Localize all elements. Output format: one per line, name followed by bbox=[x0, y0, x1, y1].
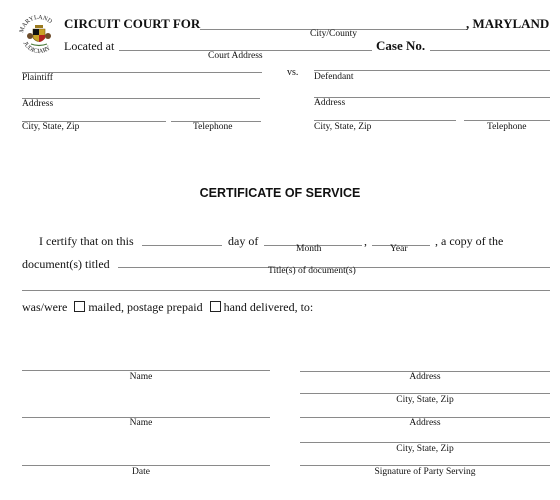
mailed-label: mailed, postage prepaid bbox=[88, 300, 203, 314]
recipient-1-city-field[interactable] bbox=[300, 393, 550, 394]
plaintiff-field[interactable] bbox=[22, 72, 262, 73]
certify-intro-text: I certify that on this bbox=[39, 234, 134, 248]
recipient-2-city-label: City, State, Zip bbox=[396, 444, 454, 454]
delivery-method-row bbox=[22, 300, 313, 315]
recipient-1-city-label: City, State, Zip bbox=[396, 395, 454, 405]
court-address-label: Court Address bbox=[208, 51, 263, 61]
copy-of-text: , a copy of the bbox=[435, 234, 504, 248]
maryland-label: , MARYLAND bbox=[466, 16, 550, 31]
recipient-1-name-field[interactable] bbox=[22, 370, 270, 371]
hand-delivered-checkbox[interactable] bbox=[210, 301, 221, 312]
year-label: Year bbox=[390, 244, 408, 254]
documents-title-field-2[interactable] bbox=[22, 290, 550, 291]
defendant-city-label: City, State, Zip bbox=[314, 122, 372, 132]
day-field[interactable] bbox=[142, 245, 222, 246]
plaintiff-label: Plaintiff bbox=[22, 73, 53, 83]
date-field[interactable] bbox=[22, 465, 270, 466]
svg-text:JUDICIARY: JUDICIARY bbox=[21, 40, 52, 56]
recipient-1-address-label: Address bbox=[409, 372, 441, 382]
maryland-judiciary-seal bbox=[18, 14, 60, 56]
case-no-field[interactable] bbox=[430, 50, 550, 51]
signature-field[interactable] bbox=[300, 465, 550, 466]
plaintiff-address-field[interactable] bbox=[22, 98, 260, 99]
defendant-address-field[interactable] bbox=[314, 97, 550, 98]
recipient-2-name-label: Name bbox=[129, 418, 153, 428]
case-no-label: Case No. bbox=[376, 38, 426, 53]
plaintiff-city-label: City, State, Zip bbox=[22, 122, 80, 132]
defendant-telephone-label: Telephone bbox=[487, 122, 527, 132]
plaintiff-telephone-label: Telephone bbox=[193, 122, 233, 132]
documents-titled-text: document(s) titled bbox=[22, 257, 110, 271]
circuit-court-for-label: CIRCUIT COURT FOR bbox=[64, 16, 201, 31]
day-of-text: day of bbox=[228, 234, 259, 248]
date-label: Date bbox=[132, 467, 150, 477]
plaintiff-address-label: Address bbox=[22, 99, 54, 109]
defendant-address-label: Address bbox=[314, 98, 346, 108]
comma-text: , bbox=[364, 234, 367, 248]
svg-text:MARYLAND: MARYLAND bbox=[18, 14, 54, 34]
recipient-1-name-label: Name bbox=[129, 372, 153, 382]
defendant-telephone-field[interactable] bbox=[464, 120, 550, 121]
signature-label: Signature of Party Serving bbox=[374, 467, 476, 477]
defendant-city-field[interactable] bbox=[314, 120, 456, 121]
hand-delivered-label: hand delivered, to: bbox=[223, 300, 314, 314]
page-title: CERTIFICATE OF SERVICE bbox=[199, 186, 361, 200]
defendant-field[interactable] bbox=[314, 70, 550, 71]
titles-label: Title(s) of document(s) bbox=[268, 266, 356, 276]
defendant-label: Defendant bbox=[314, 72, 354, 82]
was-were-text: was/were bbox=[22, 300, 68, 314]
month-label: Month bbox=[296, 244, 322, 254]
located-at-label: Located at bbox=[64, 39, 115, 53]
vs-label: vs. bbox=[287, 67, 299, 78]
mailed-checkbox[interactable] bbox=[74, 301, 85, 312]
city-county-label: City/County bbox=[310, 29, 357, 39]
recipient-2-city-field[interactable] bbox=[300, 442, 550, 443]
recipient-2-address-label: Address bbox=[409, 418, 441, 428]
